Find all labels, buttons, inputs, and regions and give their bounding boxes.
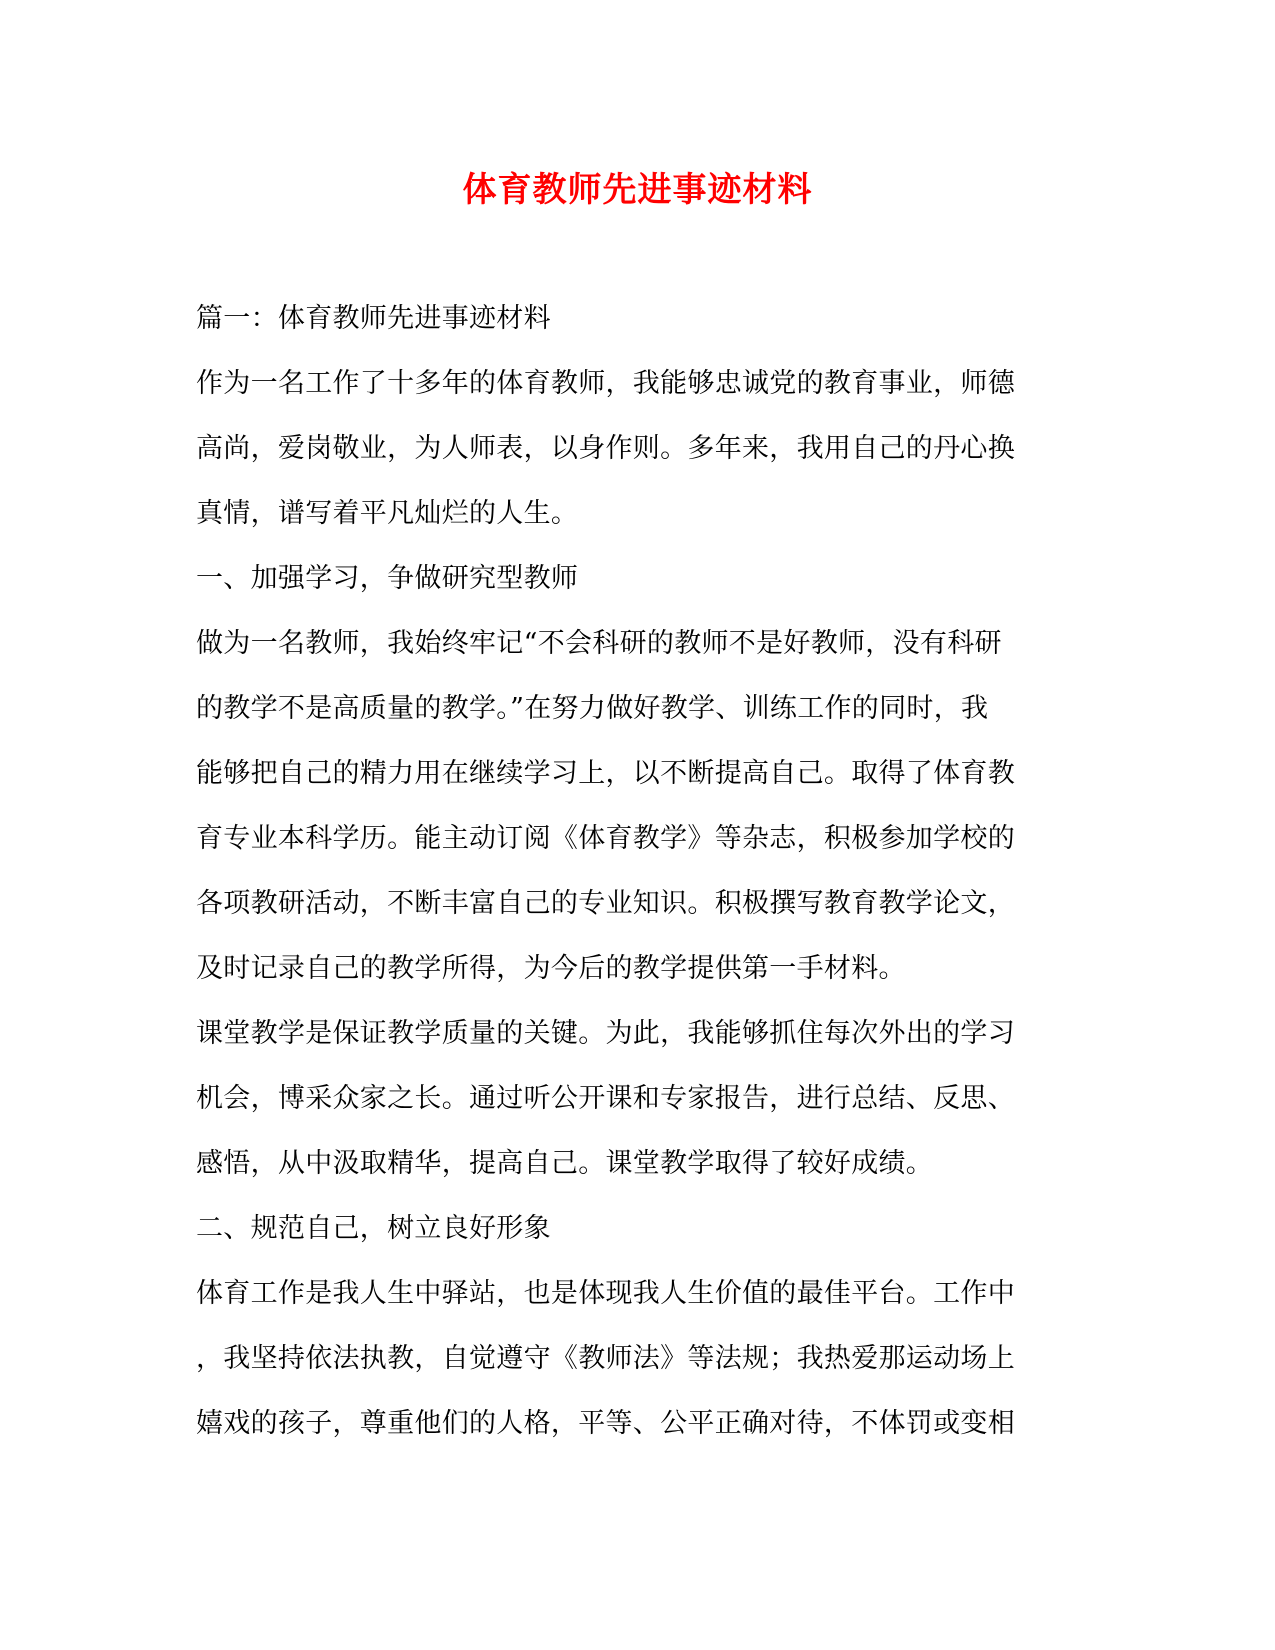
paragraph-line: 各项教研活动，不断丰富自己的专业知识。积极撰写教育教学论文， xyxy=(196,888,1015,919)
paragraph-line: 机会，博采众家之长。通过听公开课和专家报告，进行总结、反思、 xyxy=(196,1083,1015,1114)
section-heading: 二、规范自己，树立良好形象 xyxy=(196,1213,551,1244)
paragraph-line: 课堂教学是保证教学质量的关键。为此，我能够抓住每次外出的学习 xyxy=(196,1018,1015,1049)
paragraph-line: 及时记录自己的教学所得，为今后的教学提供第一手材料。 xyxy=(196,953,906,984)
document-body xyxy=(196,286,1076,1456)
paragraph-line: 育专业本科学历。能主动订阅《体育教学》等杂志，积极参加学校的 xyxy=(196,823,1015,854)
paragraph-line: 做为一名教师，我始终牢记“不会科研的教师不是好教师，没有科研 xyxy=(196,628,1002,659)
paragraph-line: 篇一：体育教师先进事迹材料 xyxy=(196,303,551,334)
paragraph-line: 真情，谱写着平凡灿烂的人生。 xyxy=(196,498,579,529)
paragraph-line: 感悟，从中汲取精华，提高自己。课堂教学取得了较好成绩。 xyxy=(196,1148,934,1179)
document-title: 体育教师先进事迹材料 xyxy=(462,170,813,210)
paragraph-line: 嬉戏的孩子，尊重他们的人格，平等、公平正确对待，不体罚或变相 xyxy=(196,1408,1015,1439)
paragraph-line: ，我坚持依法执教，自觉遵守《教师法》等法规；我热爱那运动场上 xyxy=(196,1343,1015,1374)
paragraph-line: 的教学不是高质量的教学。”在努力做好教学、训练工作的同时，我 xyxy=(196,693,989,724)
paragraph-line: 高尚，爱岗敬业，为人师表，以身作则。多年来，我用自己的丹心换 xyxy=(196,433,1015,464)
section-heading: 一、加强学习，争做研究型教师 xyxy=(196,563,579,594)
paragraph-line: 能够把自己的精力用在继续学习上，以不断提高自己。取得了体育教 xyxy=(196,758,1015,789)
paragraph-line: 体育工作是我人生中驿站，也是体现我人生价值的最佳平台。工作中 xyxy=(196,1278,1015,1309)
paragraph-line: 作为一名工作了十多年的体育教师，我能够忠诚党的教育事业，师德 xyxy=(196,368,1015,399)
